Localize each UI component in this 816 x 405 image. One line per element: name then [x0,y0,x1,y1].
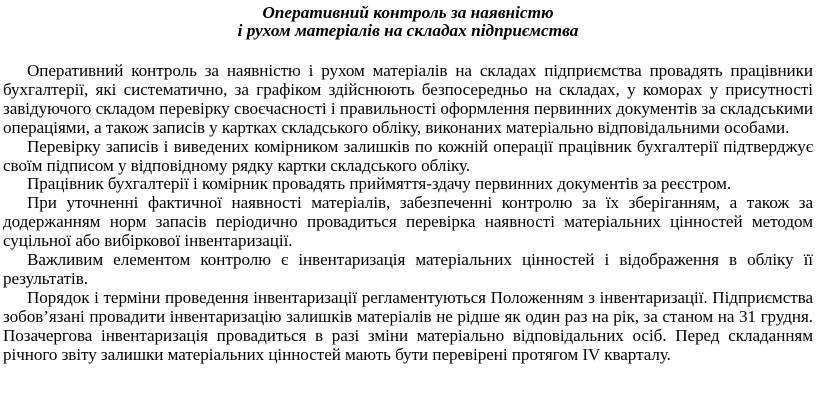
document-title-line-1: Оперативний контроль за наявністю [262,3,554,22]
document-title-line-2: і рухом матеріалів на складах підприємства [237,21,579,40]
title-spacer [3,40,813,62]
paragraph-inventory-procedure: Порядок і терміни проведення інвентаризації регламентуються Положенням з інвентаризації. Підприємства зобов’язані провадити інвентаризацію залишків матеріалів не рідше як один раз на рік, за станом на 31 грудня. Позачергова інвентаризація провадиться в разі зміни матеріально відповідальних осіб. Перед складанням річного звіту залишки матеріальних цінностей мають бути перевірені протягом IV кварталу. [3,287,813,364]
paragraph-inventory-check: При уточненні фактичної наявності матеріалів, забезпеченні контролю за їх зберіганням, а також за додержанням норм запасів періодично провадиться перевірка наявності матеріальних цінностей методом суцільної або вибіркової інвентаризації. [3,193,813,251]
paragraph-records-verification: Перевірку записів і виведених комірником залишків по кожній операції працівник бухгалтерії підтверджує своїм підписом у відповідному рядку картки складського обліку. [3,136,813,175]
paragraph-inventory-importance: Важливим елементом контролю є інвентаризація матеріальних цінностей і відображення в обліку її результатів. [3,250,813,288]
paragraph-operational-control: Оперативний контроль за наявністю і рухом матеріалів на складах підприємства провадять працівники бухгалтерії, які систематично, за графіком здійснюють безпосередньо на складах, у коморах у присутності завідуючого складом перевірку своєчасності і правильності оформлення первинних документів за складськими операціями, а також записів у картках складського обліку, виконаних матеріально відповідальними особами. [3,61,813,137]
paragraph-document-handover: Працівник бухгалтерії і комірник провадять приймяття-здачу первинних документів за реєстром. [27,174,732,194]
